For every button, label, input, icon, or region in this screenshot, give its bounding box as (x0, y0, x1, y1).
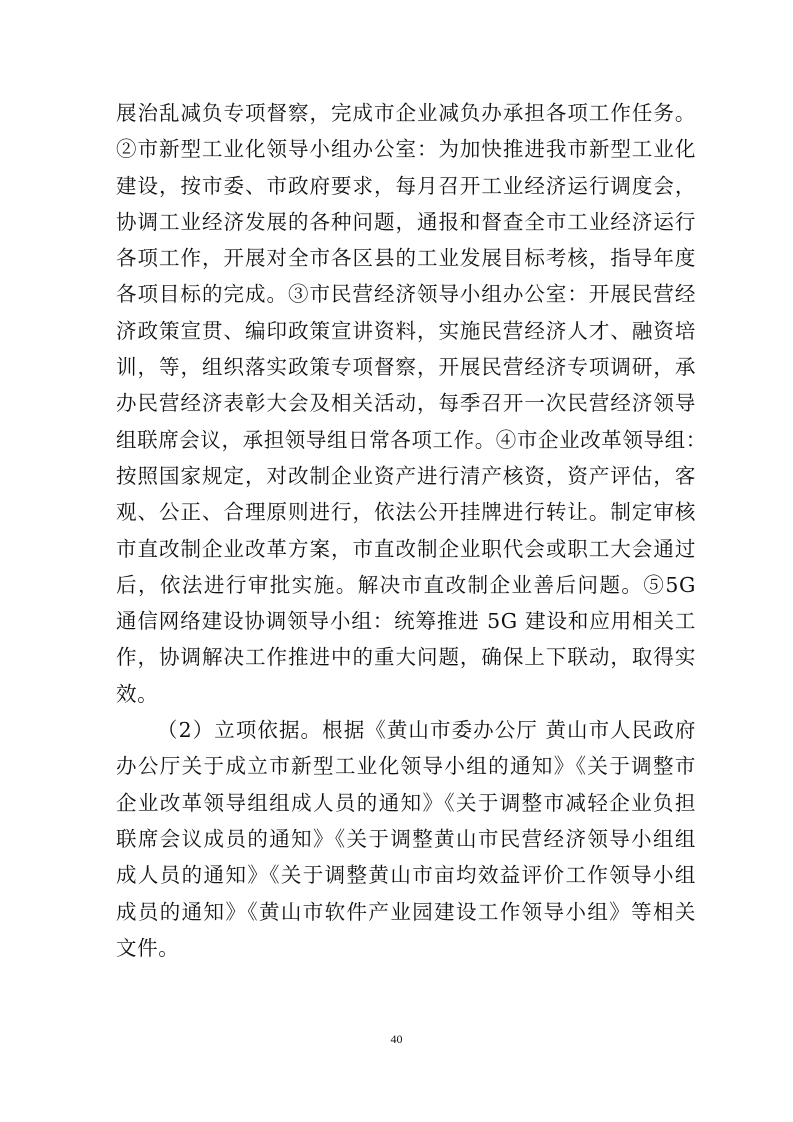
text-line: 训，等，组织落实政策专项督察，开展民营经济专项调研，承 (116, 355, 696, 380)
body-text (116, 95, 707, 966)
text-line: 展治乱减负专项督察，完成市企业减负办承担各项工作任务。 (116, 101, 696, 125)
text-line: 观、公正、合理原则进行，依法公开挂牌进行转让。制定审核 (116, 500, 696, 525)
text-line: 效。 (116, 681, 159, 706)
text-line: 组联席会议，承担领导组日常各项工作。④市企业改革领导组： (116, 427, 707, 452)
text-line: ②市新型工业化领导小组办公室：为加快推进我市新型工业化 (116, 137, 696, 162)
text-line: 作，协调解决工作推进中的重大问题，确保上下联动，取得实 (116, 645, 696, 670)
text-line: 各项工作，开展对全市各区县的工业发展目标考核，指导年度 (116, 246, 696, 271)
text-line: 济政策宣贯、编印政策宣讲资料，实施民营经济人才、融资培 (116, 318, 696, 343)
text-line: 通信网络建设协调领导小组：统筹推进 5G 建设和应用相关工 (116, 609, 696, 634)
text-line: 各项目标的完成。③市民营经济领导小组办公室：开展民营经 (116, 282, 696, 307)
text-line: 建设，按市委、市政府要求，每月召开工业经济运行调度会， (116, 173, 696, 198)
text-line: 按照国家规定，对改制企业资产进行清产核资，资产评估，客 (116, 463, 696, 488)
text-line: 成人员的通知》《关于调整黄山市亩均效益评价工作领导小组 (116, 863, 696, 888)
text-line: 办公厅关于成立市新型工业化领导小组的通知》《关于调整市 (116, 754, 696, 779)
text-line: 市直改制企业改革方案，市直改制企业职代会或职工大会通过 (116, 536, 696, 561)
text-line: 协调工业经济发展的各种问题，通报和督查全市工业经济运行 (116, 209, 696, 234)
text-line: 后，依法进行审批实施。解决市直改制企业善后问题。⑤5G (116, 572, 696, 597)
text-line: 成员的通知》《黄山市软件产业园建设工作领导小组》等相关 (116, 899, 696, 924)
text-line: 文件。 (116, 935, 180, 960)
text-line: 企业改革领导组组成人员的通知》《关于调整市减轻企业负担 (116, 790, 696, 815)
text-line: （2）立项依据。根据《黄山市委办公厅 黄山市人民政府 (157, 718, 696, 743)
text-line: 联席会议成员的通知》《关于调整黄山市民营经济领导小组组 (116, 826, 696, 851)
text-line: 办民营经济表彰大会及相关活动，每季召开一次民营经济领导 (116, 391, 696, 416)
page-number: 40 (390, 1032, 403, 1046)
